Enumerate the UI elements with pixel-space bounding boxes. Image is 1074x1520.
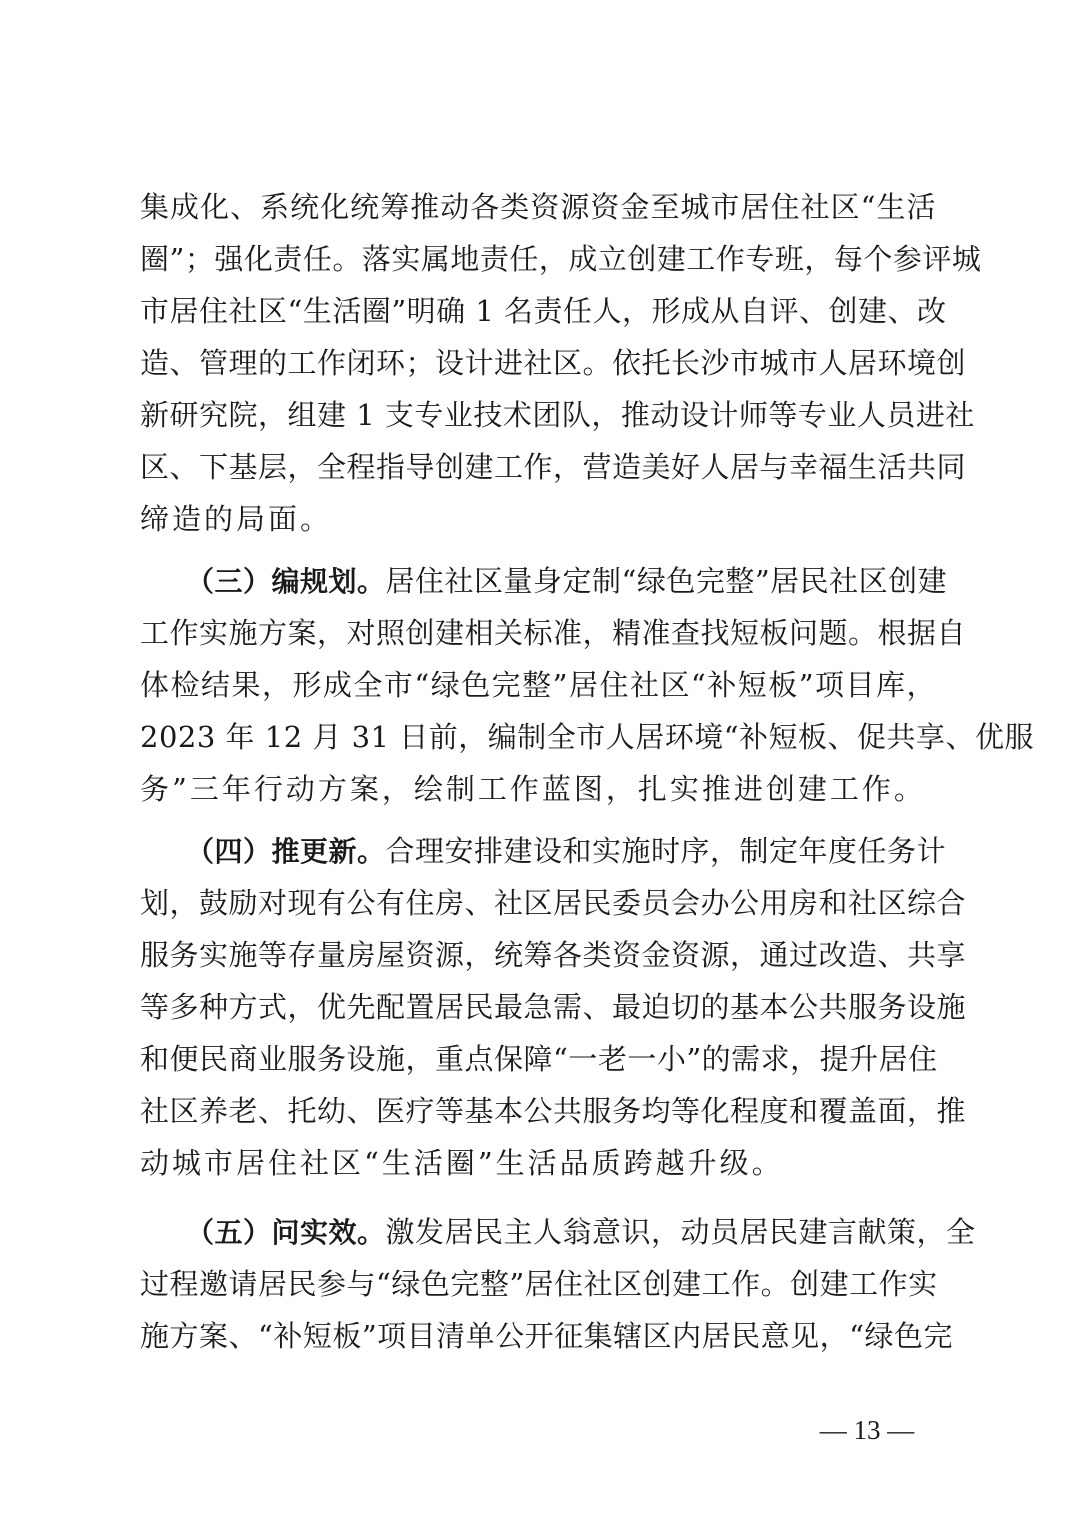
body-line: 施方案、“补短板”项目清单公开征集辖区内居民意见，“绿色完 <box>140 1319 953 1353</box>
body-line: 市居住社区“生活圈”明确 1 名责任人，形成从自评、创建、改 <box>140 294 947 328</box>
body-line: 2023 年 12 月 31 日前，编制全市人居环境“补短板、促共享、优服 <box>140 720 1035 754</box>
page-number: — 13 — <box>819 1415 915 1445</box>
section-3-first-text: 居住社区量身定制“绿色完整”居民社区创建 <box>385 564 948 598</box>
body-line: 划，鼓励对现有公有住房、社区居民委员会办公用房和社区综合 <box>140 886 967 920</box>
section-3-first-line <box>186 557 948 605</box>
body-line: 新研究院，组建 1 支专业技术团队，推动设计师等专业人员进社 <box>140 398 975 432</box>
body-line: 圈”；强化责任。落实属地责任，成立创建工作专班，每个参评城 <box>140 242 982 276</box>
section-5-first-text: 激发居民主人翁意识，动员居民建言献策，全 <box>385 1215 976 1249</box>
body-line: 过程邀请居民参与“绿色完整”居住社区创建工作。创建工作实 <box>140 1267 938 1301</box>
body-line: 造、管理的工作闭环；设计进社区。依托长沙市城市人居环境创 <box>140 346 967 380</box>
section-4-first-line <box>186 827 947 875</box>
body-line: 区、下基层，全程指导创建工作，营造美好人居与幸福生活共同 <box>140 450 967 484</box>
section-4-heading: （四）推更新。 <box>186 835 386 868</box>
body-line: 等多种方式，优先配置居民最急需、最迫切的基本公共服务设施 <box>140 990 967 1024</box>
body-line: 社区养老、托幼、医疗等基本公共服务均等化程度和覆盖面，推 <box>140 1094 967 1128</box>
body-line: 动城市居住社区“生活圈”生活品质跨越升级。 <box>140 1146 784 1180</box>
body-line: 工作实施方案，对照创建相关标准，精准查找短板问题。根据自 <box>140 616 967 650</box>
section-5-first-line <box>186 1208 976 1256</box>
body-line: 服务实施等存量房屋资源，统筹各类资金资源，通过改造、共享 <box>140 938 967 972</box>
body-line: 体检结果，形成全市“绿色完整”居住社区“补短板”项目库， <box>140 668 936 702</box>
body-line: 缔造的局面。 <box>140 502 333 536</box>
body-line: 务”三年行动方案，绘制工作蓝图，扎实推进创建工作。 <box>140 772 926 806</box>
body-line: 集成化、系统化统筹推动各类资源资金至城市居住社区“生活 <box>140 190 936 224</box>
section-5-heading: （五）问实效。 <box>186 1216 386 1249</box>
section-4-first-text: 合理安排建设和实施时序，制定年度任务计 <box>385 834 947 868</box>
body-line: 和便民商业服务设施，重点保障“一老一小”的需求，提升居住 <box>140 1042 938 1076</box>
section-3-heading: （三）编规划。 <box>186 565 386 598</box>
